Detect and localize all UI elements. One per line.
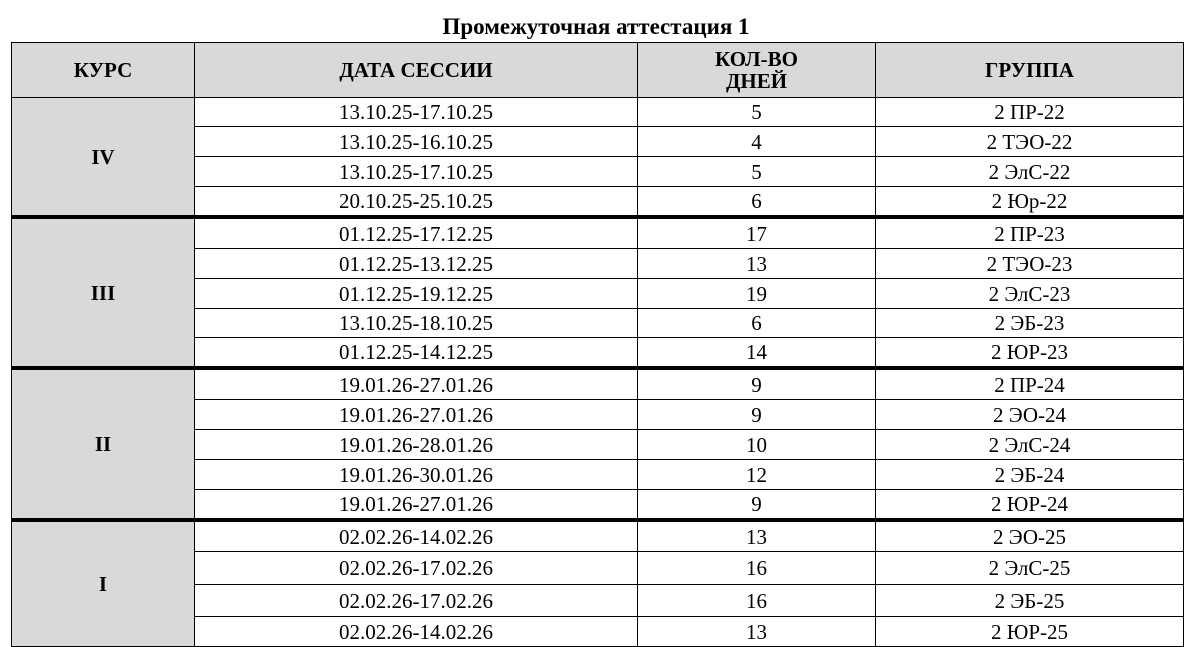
group-cell: 2 ЮР-23 <box>876 338 1184 369</box>
group-cell: 2 ЭО-25 <box>876 520 1184 552</box>
course-cell: IV <box>12 98 195 218</box>
header-group: ГРУППА <box>876 43 1184 98</box>
course-block <box>12 368 1184 520</box>
group-cell: 2 ПР-23 <box>876 217 1184 249</box>
document-title: Промежуточная аттестация 1 <box>442 14 750 39</box>
group-cell: 2 ЭлС-24 <box>876 430 1184 460</box>
session-date-cell: 20.10.25-25.10.25 <box>195 187 638 218</box>
group-cell: 2 ТЭО-23 <box>876 249 1184 279</box>
group-cell: 2 ЭлС-22 <box>876 157 1184 187</box>
session-date-cell: 19.01.26-30.01.26 <box>195 460 638 490</box>
group-cell: 2 ЭО-24 <box>876 400 1184 430</box>
session-date-cell: 02.02.26-14.02.26 <box>195 617 638 647</box>
course-cell: II <box>12 368 195 520</box>
group-cell: 2 ЭлС-25 <box>876 552 1184 585</box>
days-count-cell: 9 <box>638 490 876 521</box>
session-date-cell: 02.02.26-17.02.26 <box>195 585 638 617</box>
days-count-cell: 9 <box>638 400 876 430</box>
group-cell: 2 ЮР-24 <box>876 490 1184 521</box>
table-row <box>12 368 1184 400</box>
group-cell: 2 ЭБ-24 <box>876 460 1184 490</box>
days-count-cell: 5 <box>638 98 876 127</box>
session-date-cell: 19.01.26-28.01.26 <box>195 430 638 460</box>
header-days-line2: ДНЕЙ <box>725 69 788 93</box>
group-cell: 2 ЭлС-23 <box>876 279 1184 309</box>
course-block <box>12 217 1184 368</box>
days-count-cell: 13 <box>638 520 876 552</box>
session-date-cell: 13.10.25-17.10.25 <box>195 157 638 187</box>
days-count-cell: 13 <box>638 617 876 647</box>
table-row <box>12 520 1184 552</box>
table-row <box>12 98 1184 127</box>
session-date-cell: 02.02.26-14.02.26 <box>195 520 638 552</box>
session-date-cell: 01.12.25-13.12.25 <box>195 249 638 279</box>
days-count-cell: 10 <box>638 430 876 460</box>
days-count-cell: 12 <box>638 460 876 490</box>
group-cell: 2 ПР-22 <box>876 98 1184 127</box>
header-session-date: ДАТА СЕССИИ <box>195 43 638 98</box>
course-block <box>12 98 1184 218</box>
group-cell: 2 ЭБ-25 <box>876 585 1184 617</box>
days-count-cell: 16 <box>638 585 876 617</box>
days-count-cell: 5 <box>638 157 876 187</box>
table-header-row <box>12 43 1184 98</box>
group-cell: 2 ПР-24 <box>876 368 1184 400</box>
session-date-cell: 19.01.26-27.01.26 <box>195 490 638 521</box>
group-cell: 2 ЭБ-23 <box>876 309 1184 338</box>
session-date-cell: 02.02.26-17.02.26 <box>195 552 638 585</box>
days-count-cell: 6 <box>638 187 876 218</box>
group-cell: 2 ЮР-25 <box>876 617 1184 647</box>
session-date-cell: 13.10.25-18.10.25 <box>195 309 638 338</box>
days-count-cell: 16 <box>638 552 876 585</box>
days-count-cell: 4 <box>638 127 876 157</box>
session-schedule-table <box>11 42 1184 647</box>
header-days-line1: КОЛ-ВО <box>715 47 798 71</box>
table-row <box>12 217 1184 249</box>
session-date-cell: 01.12.25-14.12.25 <box>195 338 638 369</box>
course-cell: I <box>12 520 195 647</box>
session-date-cell: 19.01.26-27.01.26 <box>195 400 638 430</box>
session-date-cell: 13.10.25-16.10.25 <box>195 127 638 157</box>
course-cell: III <box>12 217 195 368</box>
session-date-cell: 01.12.25-19.12.25 <box>195 279 638 309</box>
days-count-cell: 17 <box>638 217 876 249</box>
header-days-count <box>638 43 876 98</box>
days-count-cell: 6 <box>638 309 876 338</box>
group-cell: 2 ТЭО-22 <box>876 127 1184 157</box>
group-cell: 2 Юр-22 <box>876 187 1184 218</box>
days-count-cell: 19 <box>638 279 876 309</box>
course-block <box>12 520 1184 647</box>
session-date-cell: 01.12.25-17.12.25 <box>195 217 638 249</box>
days-count-cell: 9 <box>638 368 876 400</box>
days-count-cell: 14 <box>638 338 876 369</box>
header-course: КУРС <box>12 43 195 98</box>
days-count-cell: 13 <box>638 249 876 279</box>
session-date-cell: 19.01.26-27.01.26 <box>195 368 638 400</box>
session-date-cell: 13.10.25-17.10.25 <box>195 98 638 127</box>
